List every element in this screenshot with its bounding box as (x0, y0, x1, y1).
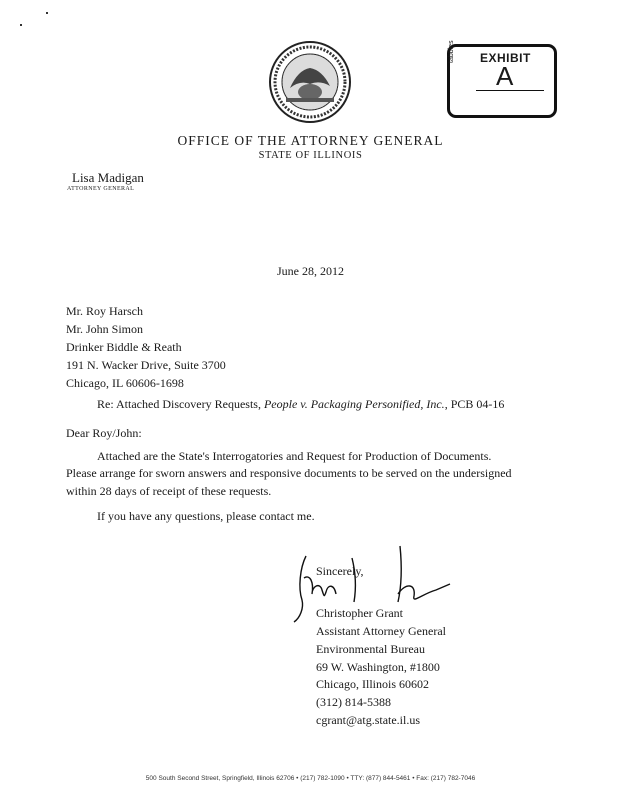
letterhead-footer: 500 South Second Street, Springfield, Illinois 62706 • (217) 782-1090 • TTY: (877) 844-5461 • Fax: (217) 782-7046 (145, 775, 476, 782)
re-suffix: , PCB 04-16 (444, 397, 505, 411)
recipient-line: Mr. John Simon (66, 322, 144, 336)
exhibit-label: EXHIBIT (480, 51, 531, 65)
state-seal-icon (268, 40, 352, 124)
signatory-city: Chicago, Illinois 60602 (316, 677, 429, 691)
recipient-line: Drinker Biddle & Reath (66, 340, 182, 354)
signatory-address: 69 W. Washington, #1800 (316, 660, 440, 674)
office-title: OFFICE OF THE ATTORNEY GENERAL (177, 133, 444, 148)
recipient-line: 191 N. Wacker Drive, Suite 3700 (66, 358, 226, 372)
letter-date: June 28, 2012 (277, 264, 344, 278)
salutation: Dear Roy/John: (66, 426, 142, 440)
exhibit-tab-text: tabbies (448, 40, 455, 63)
body-line: If you have any questions, please contact me. (97, 509, 315, 523)
body-line: within 28 days of receipt of these requests. (66, 484, 272, 498)
recipient-line: Mr. Roy Harsch (66, 304, 143, 318)
signatory-email: cgrant@atg.state.il.us (316, 713, 421, 727)
exhibit-underline (476, 90, 544, 91)
body-line: Attached are the State's Interrogatories and Request for Production of Documents. (97, 449, 492, 463)
re-prefix: Re: Attached Discovery Requests, (97, 397, 264, 411)
closing: Sincerely, (316, 564, 364, 578)
attorney-general-name: Lisa Madigan (72, 170, 144, 185)
scan-speck (46, 12, 48, 14)
re-line (97, 397, 504, 412)
body-line: Please arrange for sworn answers and responsive documents to be served on the undersigned (66, 466, 512, 480)
signatory-phone: (312) 814-5388 (316, 695, 391, 709)
attorney-general-title: ATTORNEY GENERAL (67, 186, 135, 192)
signatory-bureau: Environmental Bureau (316, 642, 425, 656)
signatory-name: Christopher Grant (316, 606, 403, 620)
state-title: STATE OF ILLINOIS (258, 150, 363, 161)
signatory-title: Assistant Attorney General (316, 624, 446, 638)
re-case-name: People v. Packaging Personified, Inc. (263, 397, 445, 411)
recipient-line: Chicago, IL 60606-1698 (66, 376, 184, 390)
exhibit-sticker (447, 40, 557, 118)
exhibit-letter: A (496, 61, 514, 91)
scan-speck (20, 24, 22, 26)
